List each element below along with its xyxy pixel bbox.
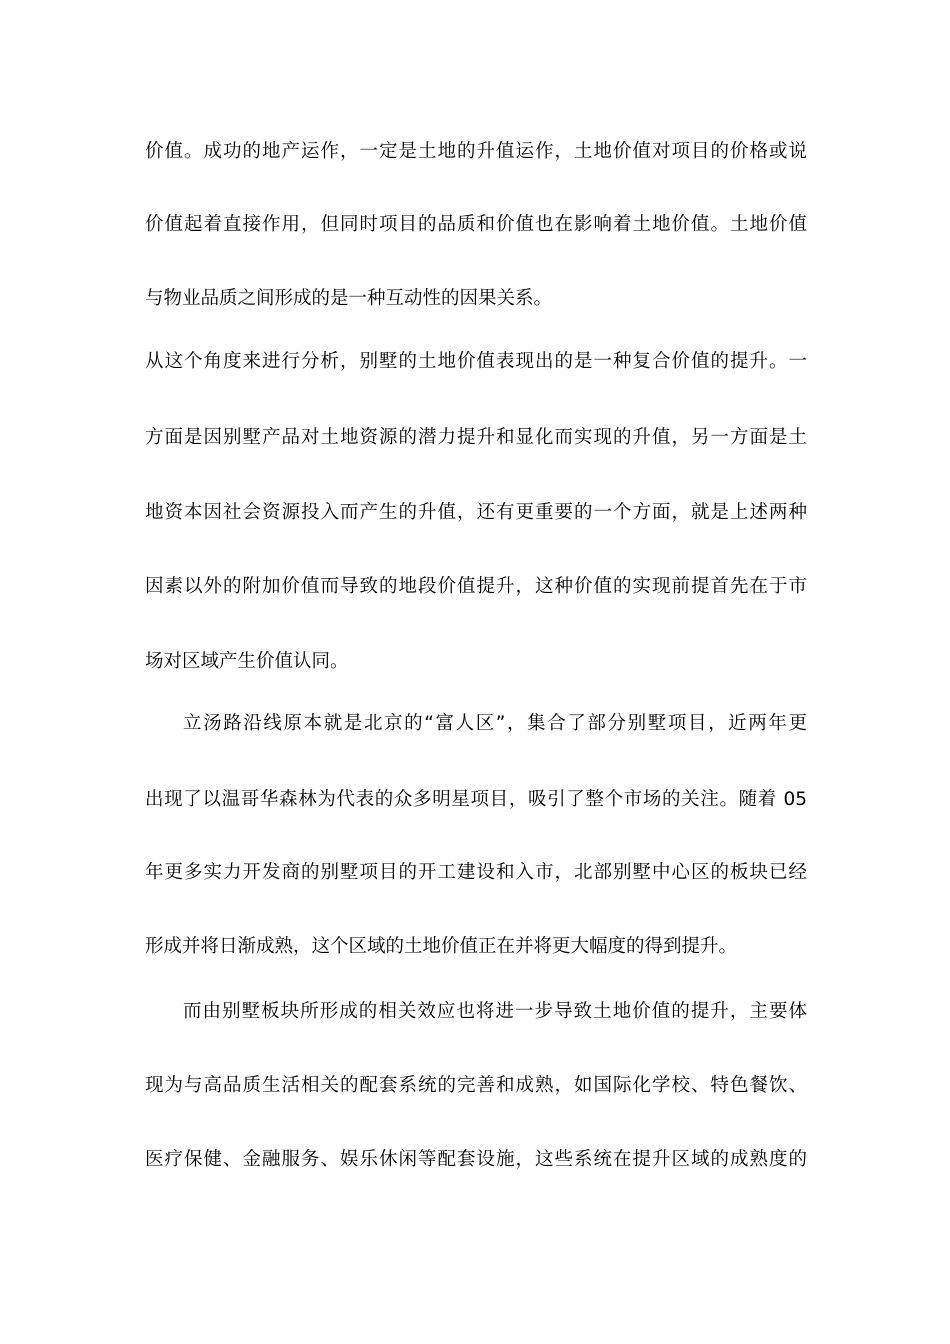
- text-line: 形成并将日渐成熟，这个区域的土地价值正在并将更大幅度的得到提升。: [145, 936, 738, 957]
- text-line: 立汤路沿线原本就是北京的“富人区”，集合了部分别墅项目，近两年更: [183, 713, 807, 734]
- text-line: 与物业品质之间形成的是一种互动性的因果关系。: [145, 288, 553, 309]
- text-line: 地资本因社会资源投入而产生的升值，还有更重要的一个方面，就是上述两种: [145, 502, 807, 523]
- text-line: 因素以外的附加价值而导致的地段价值提升，这种价值的实现前提首先在于市: [145, 576, 807, 597]
- text-line: 从这个角度来进行分析，别墅的土地价值表现出的是一种复合价值的提升。一: [145, 351, 807, 372]
- text-line: 出现了以温哥华森林为代表的众多明星项目，吸引了整个市场的关注。随着 05: [145, 789, 807, 810]
- text-line: 价值起着直接作用，但同时项目的品质和价值也在影响着土地价值。土地价值: [145, 214, 807, 235]
- text-line: 年更多实力开发商的别墅项目的开工建设和入市，北部别墅中心区的板块已经: [145, 862, 807, 883]
- text-line: 方面是因别墅产品对土地资源的潜力提升和显化而实现的升值，另一方面是土: [145, 427, 807, 448]
- text-line: 医疗保健、金融服务、娱乐休闲等配套设施，这些系统在提升区域的成熟度的: [145, 1149, 807, 1170]
- text-line: 场对区域产生价值认同。: [145, 651, 349, 672]
- text-line: 价值。成功的地产运作，一定是土地的升值运作，土地价值对项目的价格或说: [145, 141, 807, 162]
- text-line: 而由别墅板块所形成的相关效应也将进一步导致土地价值的提升，主要体: [183, 1001, 807, 1022]
- text-line: 现为与高品质生活相关的配套系统的完善和成熟，如国际化学校、特色餐饮、: [145, 1075, 807, 1096]
